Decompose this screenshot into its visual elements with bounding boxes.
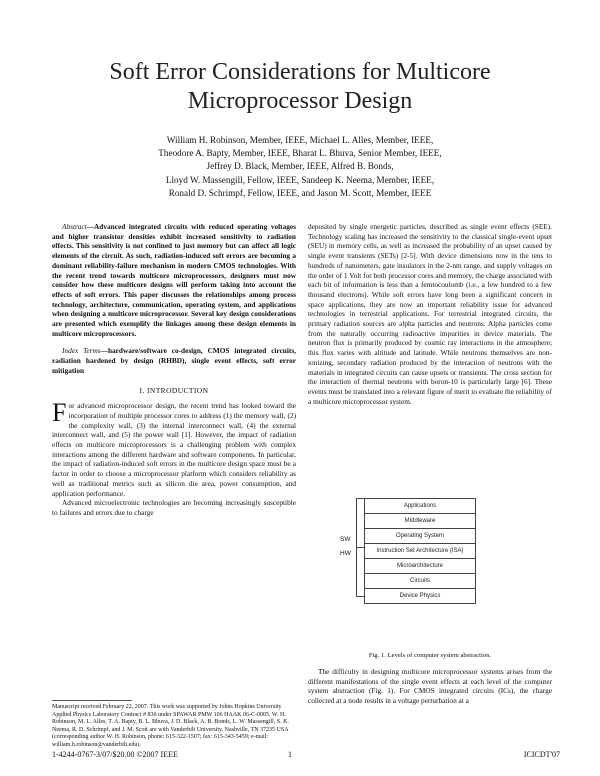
title-line-2: Microprocessor Design [187,88,413,114]
index-terms-lead: Index Terms [62,346,101,356]
layer-operating-system: Operating System [364,528,476,543]
author-line: Jeffrey D. Black, Member, IEEE, Alfred B. Bonds, [206,161,394,172]
intro-paragraph-1-text: or advanced microprocessor design, the recent trend has looked toward the incorporation of multiple processor cores to address (1) the memory wall, (2) the complexity wall, (3) the internal interconnect wall, (4) the external interconnect wall, and (5) the power wall [1]. However, the impact of radiation effects on multicore microprocessors is a challenging problem with complex interactions among the different hardware and software components. In particular, the impact of radiation-induced soft errors in the multicore design space must be a factor in order to choose a microprocessor platform which considers reliability as well as traditional metrics such as silicon die area, power consumption, and application performance. [52,401,296,498]
layer-isa: Instruction Set Architecture (ISA) [364,543,476,558]
right-paragraph-2: The difficulty in designing multicore microprocessor systems arises from the different manifestations of the single event effects at each level of the computer system abstraction (Fig. 1). For CMOS integrated circuits (ICs), the charge collected at a node results in a voltage perturbation at a [308,667,552,706]
hw-label: HW [340,550,351,557]
author-list [60,134,540,200]
right-column-continued [308,667,552,706]
figure-caption: Fig. 1. Levels of computer system abstraction. [368,652,492,659]
hw-bracket [356,547,361,596]
sw-bracket [356,498,361,547]
footnote-rule [52,700,132,701]
title-line-1: Soft Error Considerations for Multicore [109,59,491,85]
layer-stack [364,498,476,604]
abstract [52,222,296,338]
right-column [308,222,552,406]
index-terms-text: —hardware/software co-design, CMOS integrated circuits, radiation hardened by design (RHBD), single event effects, soft error mitigation [52,346,296,375]
section-heading: I. INTRODUCTION [139,385,209,395]
page-number: 1 [288,750,292,759]
drop-cap: F [52,398,67,428]
layer-applications: Applications [364,498,476,513]
intro-paragraph-2: Advanced microelectronic technologies are becoming increasingly susceptible to failures and errors due to charge [52,498,296,517]
layer-circuits: Circuits [364,573,476,588]
hw-bracket-bottom [356,596,364,597]
author-line: Ronald D. Schrimpf, Fellow, IEEE, and Jason M. Scott, Member, IEEE [168,187,432,198]
abstract-lead: Abstract [62,222,87,231]
layer-middleware: Middleware [364,513,476,528]
figure-abstraction-levels [326,498,536,648]
footer-copyright: 1-4244-0767-3/07/$20.00 ©2007 IEEE [52,750,178,759]
footnote [52,700,296,750]
abstract-text: —Advanced integrated circuits with reduced operating voltages and higher transistor densities exhibit increased sensitivity to radiation effects. This sensitivity is not confined to just memory but can affect all logic elements of the circuit. As such, radiation-induced soft errors are becoming a dominant reliability-failure mechanism in modern CMOS technologies. With the recent trend towards multicore microprocessors, designers must now consider how these multicore designs will perform taking into account the effects of soft errors. This paper discusses the relationships among process technology, architecture, communication, operating system, and applications when designing a multicore microprocessor. Several key design considerations are presented which exemplify the linkages among these design elements in multicore microprocessors. [52,222,296,338]
footer-conference: ICICDT'07 [523,750,560,759]
left-column [52,222,296,518]
layer-device-physics: Device Physics [364,588,476,604]
sw-label: SW [340,536,351,543]
footnote-text: Manuscript received February 22, 2007. This work was supported by Johns Hopkins University Applied Physics Laboratory Contract # 836 under SPAWAR PMW 106 HAAK 06-C-0005. W. H. Robinson, M. L. Alles, T. A. Bapty, B. L. Bhuva, J. D. Black, A. B. Bonds, L. W. Massengill, S. K. Neema, R. D. Schrimpf, and J. M. Scott are with Vanderbilt University, Nashville, TN 37235 USA (corresponding author W. H. Robinson, phone: 615-322-1507; fax: 615-343-5459; e-mail: william.h.robinson@vanderbilt.edu). [52,704,289,748]
right-paragraph-1: deposited by single energetic particles, described as single event effects (SEE). Technology scaling has increased the sensitivity to the classical single-event upset (SEU) in memory cells, as well as increased the probability of an upset caused by single event transients (SETs) [2-5]. With device dimensions now in the tens to hundreds of nanometers, gate insulators in the 2-nm range, and supply voltages on the order of 1 Volt for both processor cores and memory, the charge associated with each bit of information is less than a femtocoulomb (i.e., a few hundred to a few thousand electrons). While soft errors have long been a significant concern in space applications, they are now an important reliability issue for advanced technologies in terrestrial applications. For terrestrial integrated circuits, the primary radiation sources are alpha particles and neutrons. Alpha particles come from the naturally occurring radioactive impurities in device materials. The neutron flux is primarily produced by cosmic ray interactions in the atmosphere; this flux varies with altitude and latitude. While neutrons themselves are non-ionizing, secondary radiation produced by the interaction of neutrons with the materials in integrated circuits can cause upsets or transients. The cross section for the interaction of thermal neutrons with boron-10 is particularly large [6]. These events must be translated into a relevant figure of merit to evaluate the reliability of a multicore microprocessor system. [308,222,552,406]
index-terms [52,346,296,375]
author-line: William H. Robinson, Member, IEEE, Michael L. Alles, Member, IEEE, [166,135,434,145]
intro-paragraph-1 [52,398,296,498]
author-line: Theodore A. Bapty, Member, IEEE, Bharat L. Bhuva, Senior Member, IEEE, [158,148,442,159]
paper-title [0,58,600,116]
layer-microarchitecture: Microarchitecture [364,558,476,573]
sw-bracket-top [356,498,364,499]
author-line: Lloyd W. Massengill, Fellow, IEEE, Sandeep K. Neema, Member, IEEE, [165,174,435,185]
